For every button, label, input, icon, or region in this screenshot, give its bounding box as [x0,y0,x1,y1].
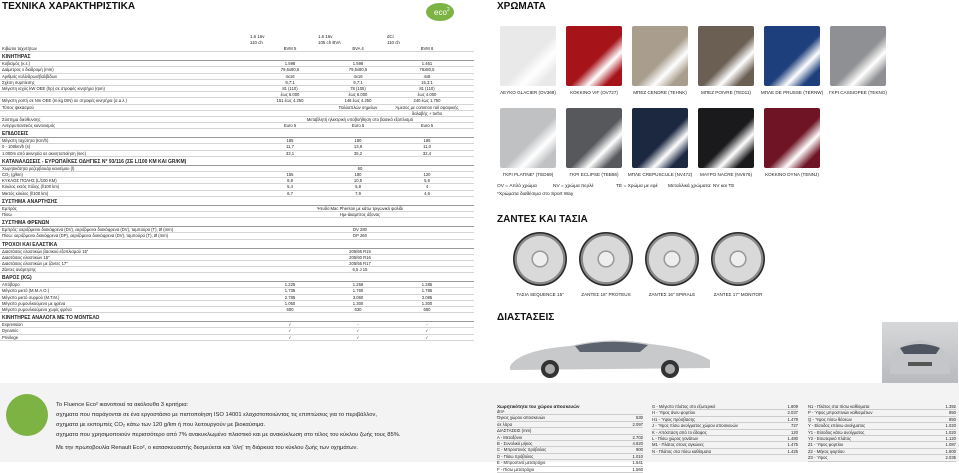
legend-metallic: Μεταλλικά χρώματα: NV και TE [668,184,735,189]
car-photo-side [500,330,720,380]
spec-section-header [0,130,474,138]
wheel-image[interactable] [711,232,765,286]
spec-value-3: 5,6 [424,178,430,184]
legend-effect: TE = Χρώμα με εφέ [616,184,658,189]
spec-row [0,267,474,273]
dimension-label: H1 - Ύψος πρόσβασης [652,416,696,422]
spec-value-2: 13,9 [353,144,363,150]
spec-label: Διαστάσεις ελαστικών 16" [2,254,50,260]
wheel-name: ΖΑΝΤΕΣ 17" MONITOR [713,292,763,297]
dimension-value: 1.541 [632,460,643,466]
spec-label: ΣΥΣΤΗΜΑ ΦΡΕΝΩΝ [2,220,50,227]
color-swatch[interactable] [764,26,820,86]
spec-value-1: 2.785 [284,294,296,300]
spec-value-2: ✓ [356,334,360,340]
spec-value-2: 146 έως 4.250 [344,98,372,104]
spec-label: 0 - 100km/h (s) [2,144,31,150]
spec-value-1: 1.598 [284,61,296,67]
spec-label: CO₂ (g/km) [2,172,23,177]
dimension-value: 1.809 [787,404,798,409]
spec-value-2: 5,8 [355,184,361,190]
spec-value-2: 78 (105) [350,85,366,91]
spec-value-2: 35,2 [353,150,363,156]
spec-value-3: 1.285 [421,282,433,288]
color-swatch[interactable] [698,108,754,168]
spec-section-header [0,274,474,282]
spec-value-3: Euro 5 [420,123,434,129]
spec-row [0,233,474,239]
spec-value-1: ✓ [288,334,292,340]
dimension-label: Y2 - Εσωτερικό πλάτος [808,436,852,442]
spec-value-1: 4x16 [285,73,295,79]
spec-value-1: 33,1 [285,150,295,156]
wheel-image[interactable] [579,232,633,286]
wheels-title: ΖΑΝΤΕΣ ΚΑΙ ΤΑΣΙΑ [497,214,588,225]
engine-2-power: 105 ch BVA [318,40,341,45]
spec-section-header [0,198,474,206]
spec-label: Μέγιστο μικτό συρμού (Μ.Τ.Μ.) [2,294,60,300]
dimension-label: N - Πλάτος στα πίσω καθίσματα [652,448,712,454]
spec-value-2: 9,7:1 [353,79,363,85]
dimension-table-title: Χωρητικότητα του χώρου αποσκευών [497,404,580,409]
color-name: ΜΠΛΕ CREPUSCULE (NV472) [627,172,693,177]
dimension-value: 1.800 [945,448,956,454]
engine-3-power: 110 ch [387,40,400,45]
spec-label: Privilege [2,334,19,340]
spec-section-header [0,241,474,249]
spec-value-2: έως 6.000 [348,92,368,98]
spec-value-1: 1.050 [284,300,296,306]
legend-plain: OV = Απλό χρώμα [497,184,537,189]
wheel-name: ΖΑΝΤΕΣ 16" PROTEUS [581,292,631,297]
spec-section-header [0,158,474,166]
eco2-logo [425,2,455,22]
spec-value-common: 60 [357,165,363,171]
dimension-label: B - Συνολικό μήκος [497,441,533,447]
dimension-value: 2.097 [632,421,643,427]
spec-value-3: ✓ [425,328,429,334]
spec-value-3: ✓ [425,334,429,340]
dimension-label: σε λίτρα [497,421,513,427]
spec-value-2: Euro 5 [351,123,365,129]
spec-section-header [0,314,474,322]
spec-value-common: DV 280 [353,227,367,233]
dimension-value: 2.035 [945,455,956,461]
color-name: ΜΠΕΖ POIVRE (TED11) [701,90,751,95]
color-swatch[interactable] [632,26,688,86]
spec-value-common: Ψευδο Mac Pherson με κάτω τριγωνικό ψαλίδι [317,205,403,211]
color-swatch[interactable] [764,108,820,168]
eco-logo-sup: 2 [447,7,450,13]
spec-value-common: Ημι-άκαμπτος άξονας [339,211,381,217]
dimension-value: 1.020 [945,423,956,429]
spec-value-2: 1.258 [352,282,364,288]
dimension-label: C - Μπροστινός πρόβολος [497,447,547,453]
spec-label: Μέγιστο μικτό (Μ.Μ.Α.Ο.) [2,288,50,294]
color-swatch[interactable] [500,26,556,86]
spec-row [0,307,474,313]
wheel-image[interactable] [513,232,567,286]
spec-label: Expression [2,322,23,328]
spec-label: ΚΙΝΗΤΗΡΑΣ [2,54,31,61]
dimension-label: Z3 - Ύψος [808,455,828,461]
dimension-label: L - Πίσω χώρος γονάτων [652,436,699,442]
spec-value-1: 11,7 [286,144,294,150]
dimension-value: 1.020 [945,429,956,435]
spec-row [0,46,474,52]
spec-value-3: έως 4.000 [417,92,437,98]
spec-value-common: 205/65 R15 [349,248,371,254]
dimension-label: H - Ύψος άνευ φορτίου [652,410,696,416]
spec-label: Μέγιστο ρυμουλκούμενο χωρίς φρένα [2,307,72,312]
color-name: ΚΟΚΚΙΝΟ DYNA (TENNJ) [765,172,819,177]
spec-row [0,335,474,341]
dimension-label: K - Απόσταση από το έδαφος [652,429,707,435]
spec-value-1: ✓ [288,322,292,328]
dimension-value: 1.087 [945,442,956,448]
spec-value-1: 81 (110) [282,85,298,91]
dimension-value: 1.010 [632,453,643,459]
spec-label: Διάμετρος x διαδρομή (mm) [2,67,54,73]
spec-label: Απόβαρο [2,282,20,288]
spec-value-1: 6,7 [287,190,293,196]
spec-value-2: 180 [354,172,362,177]
dimension-value: 1.560 [632,466,643,472]
spec-label: Αριθμός κυλίνδρων/βαλβίδων [2,73,58,79]
dimension-label: F - Πίσω μετατρόχιο [497,466,535,472]
spec-value-3: 4,6 [424,190,430,196]
spec-label: Διαστάσεις ελαστικών βασικού εξοπλισμού 15" [2,248,89,254]
dimension-label: M1 - Πλάτος στους αγκώνες [652,442,704,448]
color-name: ΛΕΥΚΟ GLACIER (OV369) [500,90,556,95]
engine-1-power: 110 ch [250,40,263,45]
spec-label: Μέγιστη ροπή σε Nm ΟΕΕ (m.kg DIN) σε στροφές κινητήρα (σ.α.λ.) [2,98,127,104]
spec-value-2: 630 [354,307,362,312]
color-swatch[interactable] [698,26,754,86]
color-name: ΓΚΡΙ ECLIPSE (TEB66) [569,172,619,177]
spec-value-3: 185 [423,138,431,144]
spec-value-2: 7,9 [355,190,361,196]
eco-criterion-1: σχηματα που παράγονται σε ένα εργοστάσιο με πιστοποίηση ISO 14001 ελαχιστοποιώντας τις επιπτώσεις για το περιβάλλον, [56,412,377,418]
eco-criterion-3: σχηματα που χρησιμοποιούν περισσότερο από 7% ανακυκλωμένο πλαστικό και με ανακύκλωση στο τέλος του κύκλου ζωής τους 85%. [56,432,401,438]
spec-value-1: έως 6.000 [280,92,300,98]
spec-value-1: 600 [286,307,294,312]
car-photo-front [882,322,958,384]
dimension-label: G - Μέγιστο πλάτος στο εξωτερικό [652,404,716,409]
color-name: ΚΟΚΚΙΝΟ VIF (OV727) [570,90,618,95]
dimension-label: A - Μεταξόνιο [497,434,523,440]
spec-value-1: Euro 5 [283,123,297,129]
color-swatch[interactable] [830,26,886,86]
spec-row [0,151,474,157]
spec-value-common: 205/60 R16 [349,254,371,260]
dimension-table [808,404,956,462]
color-name: ΜΠΕΖ CENDRE (TEHNK) [633,90,687,95]
spec-label: Μικτός κύκλος (l/100 km) [2,190,49,196]
color-swatch[interactable] [500,108,556,168]
spec-value-1: ✓ [288,328,292,334]
dimension-label: Z1 - Ύψος φορτίου [808,442,844,448]
dimension-label: J - Ύψος πίσω ανοίγματος χώρου αποσκευών [652,423,738,429]
legend-pearl: NV = χρώμα περλέ [553,184,594,189]
wheel-name: ΤΑΣΙΑ SEQUENCE 15" [516,292,564,297]
spec-value-3: 240 έως 1.750 [413,98,441,104]
dimension-value: 1.479 [787,416,798,422]
spec-label: Εμπρός: αεριζόμενοι δισκόφρενα (DV), αεριζόμενοι δισκόφρενα (DV), ταμπούρα (T), Ø (mm) [2,227,174,233]
dimension-table [497,404,643,473]
spec-value-1: 9,7:1 [285,79,295,85]
spec-value-common: Μεταβλητή ηλεκτρική υποβοήθηση στο βασικό εξοπλισμό [306,116,414,122]
spec-value-1: 5,4 [287,184,293,190]
spec-value-1: 1.225 [284,282,296,288]
dimension-label: Q - Ύψος πίσω θέσεων [808,416,852,422]
spec-row [0,212,474,218]
spec-label: Dynamic [2,328,19,334]
spec-table [0,46,474,341]
spec-label: Μέγιστο ρυμουλκούμενο με φρένα [2,300,66,306]
color-swatch[interactable] [566,108,622,168]
spec-label: ΤΡΟΧΟΙ ΚΑΙ ΕΛΑΣΤΙΚΑ [2,241,58,248]
eco-commitment: Με την πρωτοβουλία Renault Eco², ο κατασκευαστής δεσμεύεται και 'όλη' τη διάρκεια του κύκλου ζωής των οχημάτων. [56,445,358,451]
colors-title: ΧΡΩΜΑΤΑ [497,1,546,12]
spec-label: Πίσω [2,211,12,217]
dimension-label: N1 - Πλάτος στα πίσω καθίσματα [808,404,870,409]
spec-label: Σχέση συμπίεσης [2,79,35,85]
spec-value-2: BVA 4 [352,46,364,51]
legend-sportway: *Χρώματα διαθέσιμα στο Sport Way [497,192,574,197]
spec-label: Αντιρρυπαντικός κανονισμός [2,123,56,129]
dimension-value: 1.425 [787,448,798,454]
spec-value-3: 76x80,5 [419,67,435,73]
spec-value-2: - [357,322,359,328]
spec-value-2: 3.060 [352,294,364,300]
spec-value-3: 11,0 [423,144,431,150]
engine-3-name: dCi [387,34,394,39]
spec-value-2: 1.300 [352,300,364,306]
spec-label: ΕΠΙΔΟΣΕΙΣ [2,131,29,138]
dimension-value: 850 [949,410,956,416]
specs-title: ΤΕΧΝΙΚΑ ΧΑΡΑΚΤΗΡΙΣΤΙΚΑ [2,1,136,12]
spec-value-3: 1.300 [421,300,433,306]
color-swatch[interactable] [632,108,688,168]
dimension-label: Z2 - Μήκος φορτίου [808,448,845,454]
spec-value-common: 205/55 R17 [349,260,371,266]
spec-value-3: 4 [425,184,429,190]
spec-label: Μέγιστη ισχύς kW ΟΕΕ (hp) σε στροφές κινητήρα (rpm) [2,85,105,91]
spec-section-header [0,219,474,227]
eco-criterion-2: σχηματα με εκπομπές CO₂ κάτω των 120 g/km ή που λειτουργούν με βιοκαύσιμα. [56,422,266,428]
spec-value-3: 4x8 [423,73,431,79]
dimension-value: 2.037 [787,410,798,416]
color-swatch[interactable] [566,26,622,86]
color-name: ΓΚΡΙ PLATINE* (TED69) [502,172,554,177]
spec-value-1: BVM 5 [283,46,297,51]
spec-label: Εμπρός [2,205,17,211]
engine-1-name: 1.6 16v [250,34,265,39]
spec-value-3: 1.785 [421,288,433,294]
dimension-value: 4.620 [632,441,643,447]
spec-label: ΚΥΚΛΟΣ ΠΟΛΗΣ (L/100 KM) [2,178,57,184]
spec-value-3: BVM 6 [420,46,434,51]
spec-label: Μέγιστη ταχύτητα (Km/h) [2,138,49,144]
spec-row [0,191,474,197]
spec-value-3: δαλαβής + turbo [411,110,443,116]
spec-value-3: 32,4 [422,150,432,156]
spec-value-2: 79,5x80,5 [348,67,368,73]
spec-value-2: 10,5 [353,178,363,184]
spec-value-1: 185 [286,138,294,144]
dimension-label: dm³ [497,409,505,414]
color-name: ΜΑΥΡΟ NACRE (NV676) [700,172,752,177]
dimension-value: 120 [791,429,798,435]
spec-value-2: 1.760 [352,288,364,294]
wheel-name: ΖΑΝΤΕΣ 16" SPIRALE [648,292,696,297]
spec-value-3: - [426,322,428,328]
dimension-table [652,404,798,455]
spec-value-3: 1.461 [421,61,433,67]
dimension-label: Όγκος χώρου αποσκευών [497,415,546,421]
spec-label: Πίσω: αεριζόμενοι δισκόφρενα (DP), αεριζόμενοι δισκόφρενα (DV), ταμπούρα (T), Ø (mm) [2,233,169,239]
dimension-value: 1.480 [787,436,798,442]
spec-value-1: 79,5x80,5 [280,67,300,73]
dimensions-title: ΔΙΑΣΤΑΣΕΙΣ [497,312,555,323]
spec-label: ΣΥΣΤΗΜΑ ΑΝΑΡΤΗΣΗΣ [2,198,58,205]
spec-label: Σύστημα διεύθυνσης [2,116,41,122]
spec-label: ΚΙΝΗΤΗΡΕΣ ΑΝΑΛΟΓΑ ΜΕ ΤΟ ΜΟΝΤΕΛΟ [2,315,100,322]
spec-value-1: 1.735 [284,288,296,294]
spec-value-common: DP 260 [353,233,367,239]
spec-label: 1.000m από ακινησία σε ακινητοποίηση (sec) [2,150,87,156]
dimension-label: P - Ύψος μπροστινών καθισμάτων [808,410,873,416]
spec-label: Κυβισμός (κ.ε.) [2,61,31,67]
color-name: ΓΚΡΙ CASSIOPEE (TEKNG) [829,90,887,95]
spec-value-3: Άμεσος με common rail σφαιρικής [395,104,459,110]
eco-logo-text: eco [434,8,447,17]
dimension-label: Y1 - Είσοδος κάτω ανοίγματος [808,429,865,435]
spec-value-2: 4x16 [353,73,363,79]
spec-value-1: 8,8 [287,178,293,184]
dimension-value: 2.702 [632,434,643,440]
wheel-image[interactable] [645,232,699,286]
dimension-label: E - Μπροστινό μετατρόχιο [497,460,546,466]
spec-value-2: 1.598 [352,61,364,67]
dimension-value: 1.392 [945,404,956,409]
dimension-value: 900 [636,447,643,453]
color-name: ΜΠΛΕ DE PRUSSE (TERNW) [760,90,824,95]
spec-label: ΒΑΡΟΣ (KG) [2,275,32,282]
eco2-badge [6,394,48,436]
spec-value-3: 120 [423,172,431,177]
spec-value-2: ✓ [356,328,360,334]
spec-section-header [0,53,474,61]
dimension-label: Y - Είσοδος επάνω ανοίγματος [808,423,866,429]
spec-value-3: 3.085 [421,294,433,300]
spec-label: Χωρητικότητα ρεζερβουάρ καυσίμου (l) [2,165,75,171]
spec-row [0,123,474,129]
spec-label: Ζάντες ανάρτησης [2,267,36,273]
spec-label: Διαστάσεις ελαστικών με ζάντες 17" [2,260,68,266]
eco-title: Το Fluence Eco² ικανοποιεί τα ακόλουθα 3 κριτήρια: [56,402,189,408]
engine-2-name: 1.6 16v [318,34,333,39]
dimension-value: 1.475 [787,442,798,448]
spec-value-2: 180 [354,138,362,144]
spec-label: Τύπος ψεκασμού [2,104,34,110]
dimension-value: 1.120 [945,436,956,442]
spec-label: Κύκλος εκτός πόλης (l/100 km) [2,184,60,190]
spec-label: Κιβώτιο ταχυτήτων [2,46,37,51]
dimension-label: D - Πίσω πρόβολος [497,453,534,459]
dimension-value: 727 [791,423,798,429]
dimension-label: ΔΙΑΣΤΑΣΕΙΣ (mm) [497,428,532,434]
spec-label: ΚΑΤΑΝΑΛΩΣΕΙΣ - ΕΥΡΩΠΑΪΚΕΣ ΟΔΗΓΙΕΣ N° 93/116 (ΣΕ L/100 KM KAI GR/KM) [2,158,187,165]
spec-value-1: 155 [286,172,294,177]
dimension-row [497,467,643,473]
spec-value-common: 6,5 J 15 [352,267,368,273]
spec-value-3: 650 [423,307,431,312]
dimension-value: 850 [949,416,956,422]
spec-value-1: 151 έως 4.250 [276,98,304,104]
spec-value-2: Πολλαπλών σημείων [338,104,378,110]
spec-value-3: 15,3:1 [421,79,433,85]
dimension-value: 530 [636,415,643,421]
dimension-row [808,455,956,461]
spec-value-3: 81 (110) [419,85,435,91]
dimension-row [652,449,798,455]
